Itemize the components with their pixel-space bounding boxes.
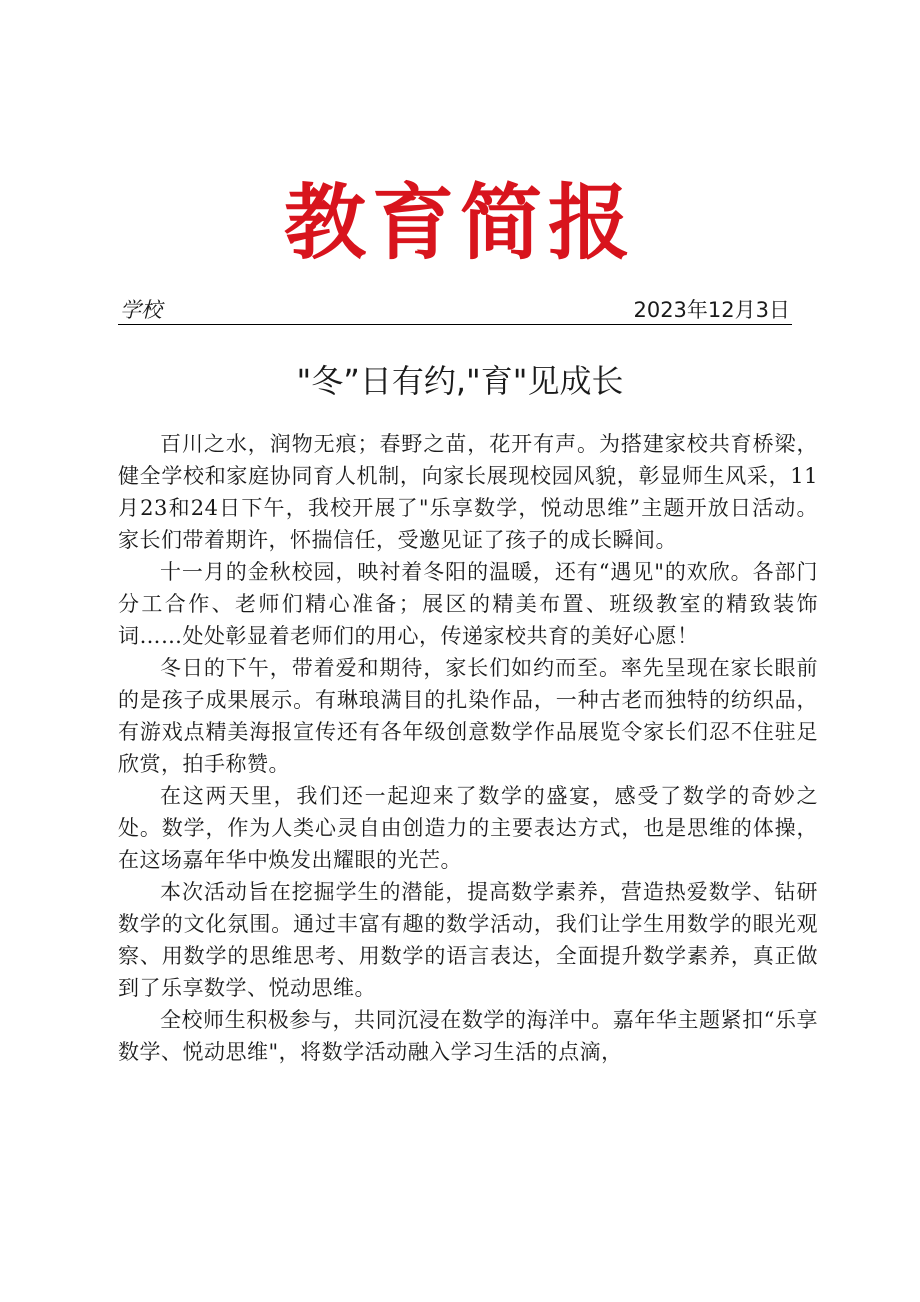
masthead-title: 教育简报 bbox=[283, 175, 636, 271]
article-body bbox=[118, 428, 818, 1068]
paragraph: 百川之水，润物无痕；春野之苗，花开有声。为搭建家校共育桥梁，健全学校和家庭协同育人机制，向家长展现校园风貌，彰显师生风采，11月23和24日下午，我校开展了"乐享数学，悦动思维”主题开放日活动。家长们带着期许，怀揣信任，受邀见证了孩子的成长瞬间。 bbox=[118, 432, 818, 552]
article-headline: "冬”日有约,"育"见成长 bbox=[296, 362, 624, 400]
paragraph: 全校师生积极参与，共同沉浸在数学的海洋中。嘉年华主题紧扣“乐享数学、悦动思维"，将数学活动融入学习生活的点滴， bbox=[118, 1008, 818, 1064]
paragraph: 冬日的下午，带着爱和期待，家长们如约而至。率先呈现在家长眼前的是孩子成果展示。有琳琅满目的扎染作品，一种古老而独特的纺织品，有游戏点精美海报宣传还有各年级创意数学作品展览令家长们忍不住驻足欣赏，拍手称赞。 bbox=[118, 656, 818, 776]
paragraph: 本次活动旨在挖掘学生的潜能，提高数学素养，营造热爱数学、钻研数学的文化氛围。通过丰富有趣的数学活动，我们让学生用数学的眼光观察、用数学的思维思考、用数学的语言表达，全面提升数学素养，真正做到了乐享数学、悦动思维。 bbox=[118, 880, 818, 1000]
meta-row bbox=[118, 296, 792, 325]
issue-date: 2023年12月3日 bbox=[633, 298, 790, 322]
school-label: 学校 bbox=[120, 298, 162, 322]
paragraph: 十一月的金秋校园，映衬着冬阳的温暖，还有“遇见"的欢欣。各部门分工合作、老师们精心准备；展区的精美布置、班级教室的精致装饰词……处处彰显着老师们的用心，传递家校共育的美好心愿！ bbox=[118, 560, 818, 648]
paragraph: 在这两天里，我们还一起迎来了数学的盛宴，感受了数学的奇妙之处。数学，作为人类心灵自由创造力的主要表达方式，也是思维的体操，在这场嘉年华中焕发出耀眼的光芒。 bbox=[118, 784, 818, 872]
